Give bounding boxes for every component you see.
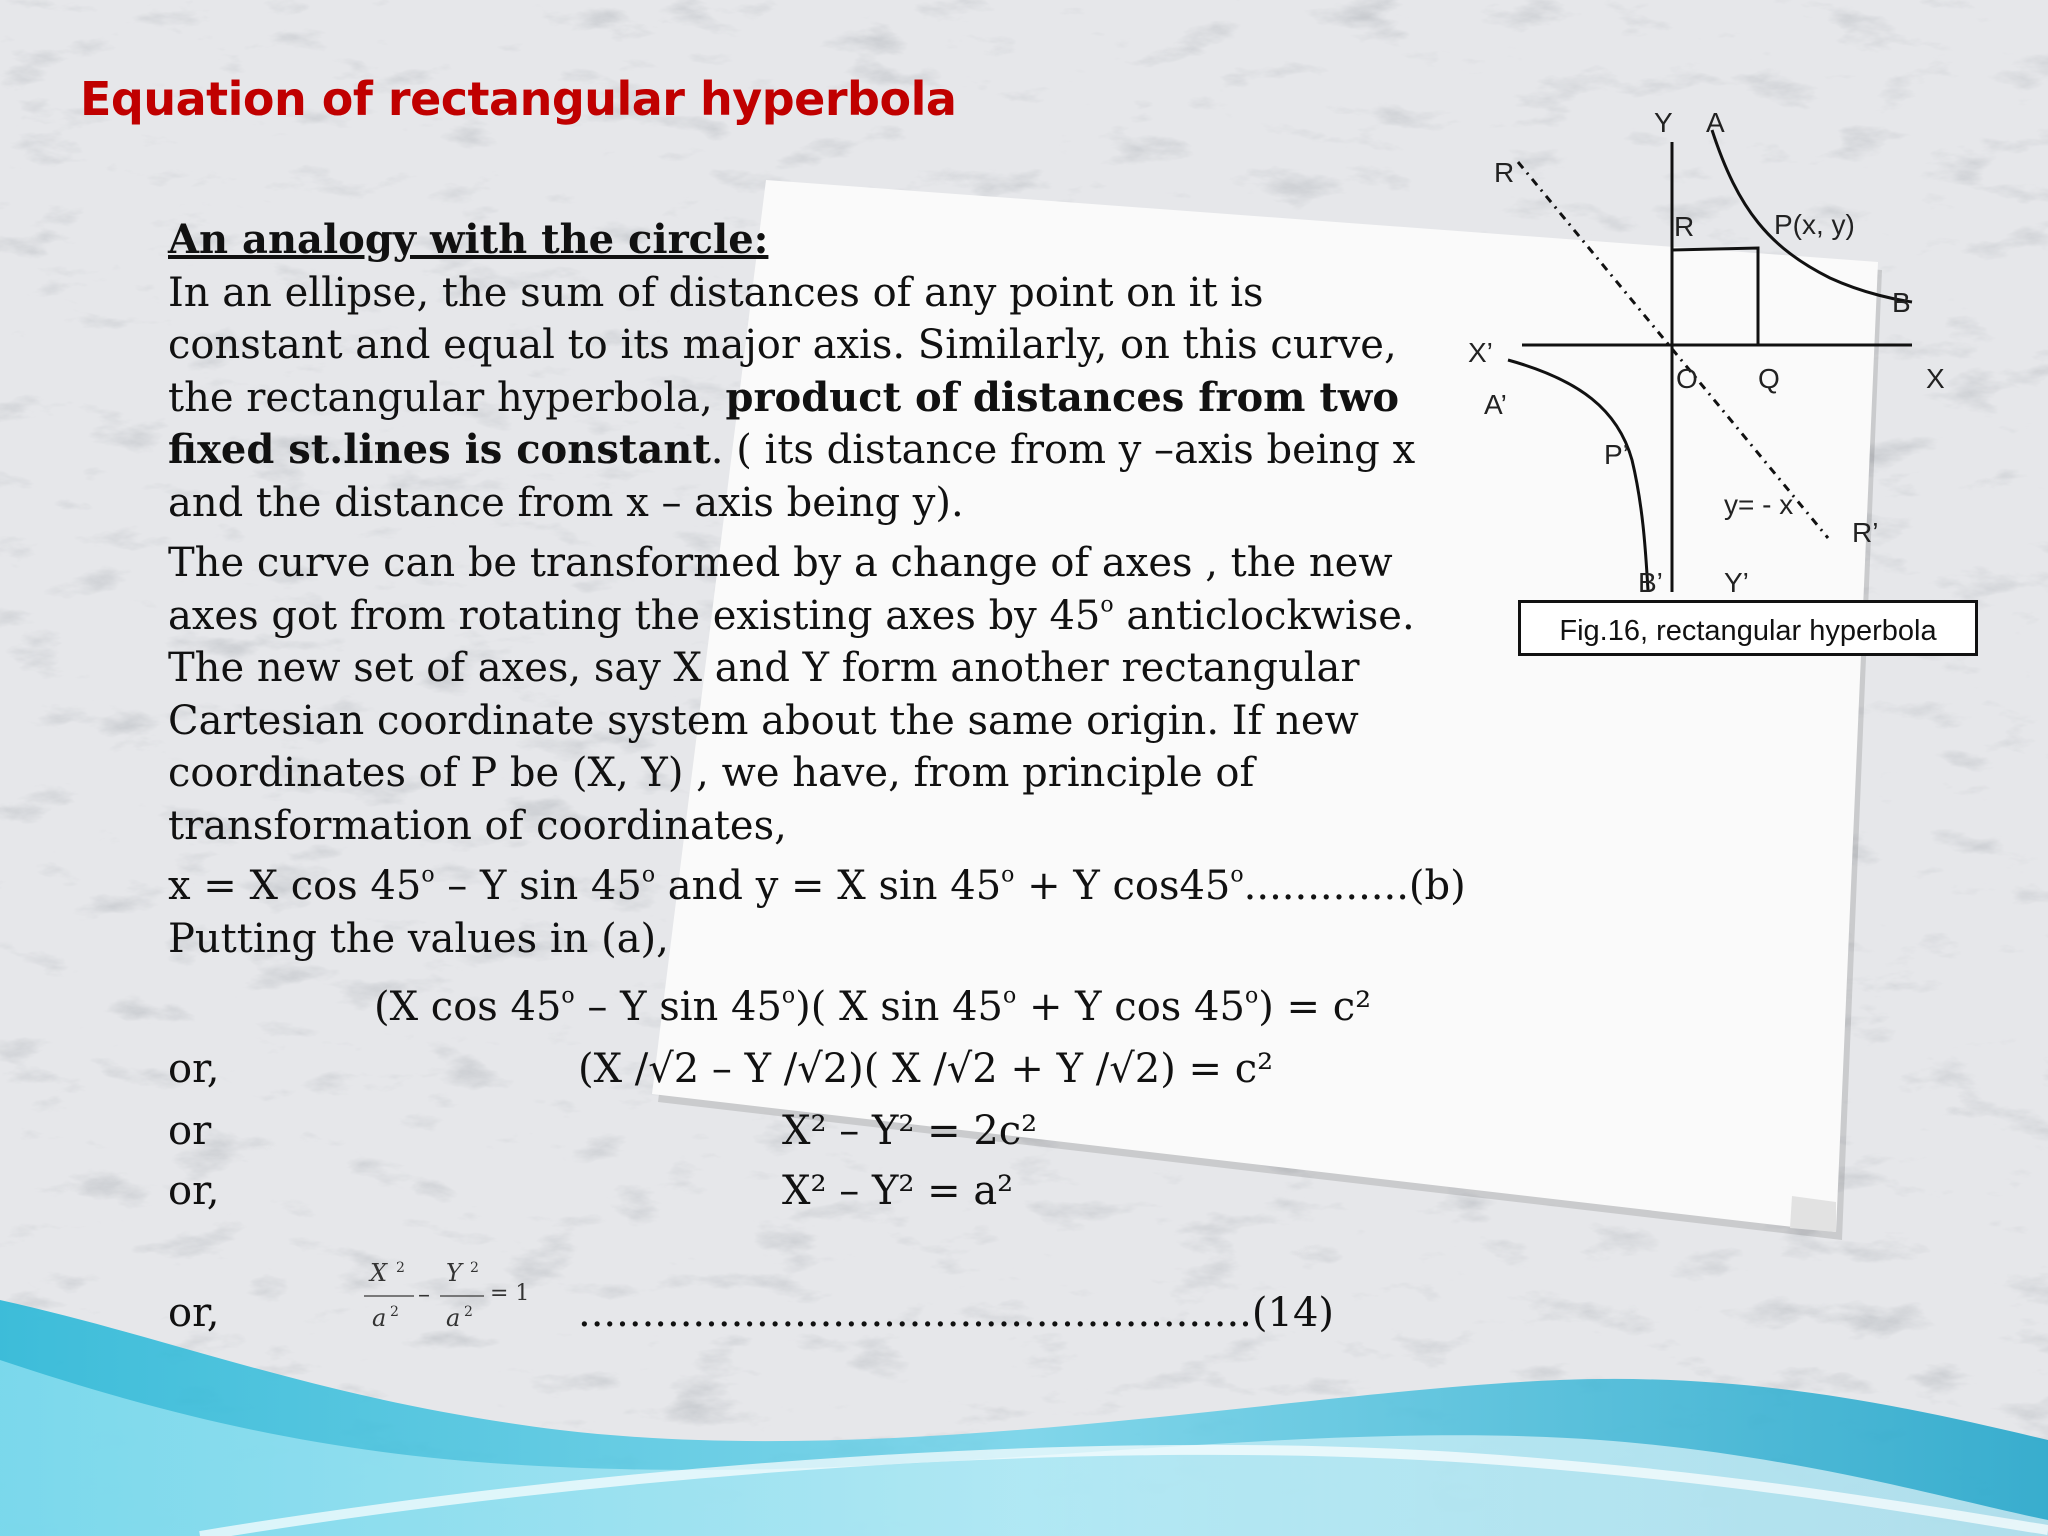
para2-line6: transformation of coordinates, [168,802,787,849]
eq-b-part5: .............(b) [1243,863,1466,909]
eq1-part3: )( X sin 45 [795,984,1003,1030]
label-q: Q [1758,363,1780,394]
label-a-prime: A’ [1484,389,1507,420]
eq-b-part4: + Y cos45 [1014,863,1231,909]
equation-3: X² – Y² = 2c² [782,1108,1038,1154]
figure-caption: Fig.16, rectangular hyperbola [1518,600,1978,656]
frac1-denominator: a [372,1304,387,1332]
frac2-num-exp: 2 [470,1260,479,1276]
label-x-prime: X’ [1468,337,1493,368]
eq1-part4: + Y cos 45 [1016,984,1245,1030]
equation-reference: .....................................................(14) [578,1290,1334,1336]
hyperbola-branch-2 [1508,360,1648,590]
section-heading: An analogy with the circle: [168,216,769,263]
label-a: A [1706,107,1725,138]
or-label-2: or [168,1108,212,1154]
eq-b-sup1: o [421,862,435,888]
frac1-num-exp: 2 [396,1260,405,1276]
label-p-prime: P’ [1604,439,1629,470]
final-equation [360,1256,540,1336]
body-text [168,214,1468,965]
eq1-sup4: o [1244,983,1259,1009]
equation-1 [374,984,1371,1030]
para1-line5: and the distance from x – axis being y). [168,479,964,526]
label-y-prime: Y’ [1724,567,1749,598]
eq-b-sup2: o [641,862,656,888]
para1-line4-bold: fixed st.lines is constant [168,426,711,473]
frac1-den-exp: 2 [390,1304,399,1320]
eq-b-sup4: o [1230,862,1244,888]
para2-line3: The new set of axes, say X and Y form another rectangular [168,645,1360,691]
equation-b [168,860,1468,913]
putting-line: Putting the values in (a), [168,915,669,962]
equation-4: X² – Y² = a² [782,1168,1014,1214]
equation-2: (X /√2 – Y /√2)( X /√2 + Y /√2) = c² [578,1046,1274,1092]
p-perpendiculars [1672,248,1758,345]
label-r: R [1674,211,1695,242]
frac-minus: – [418,1280,430,1308]
eq1-part1: (X cos 45 [374,984,562,1030]
or-label-1: or, [168,1046,220,1092]
label-r-prime: R’ [1852,517,1879,548]
paper-curl [1790,1196,1836,1232]
label-line-eq: y= - x [1724,489,1794,520]
label-b-prime: B’ [1638,567,1663,598]
para2-line2 [168,590,1468,643]
para2-line5: coordinates of P be (X, Y) , we have, from principle of [168,750,1255,796]
eq1-sup1: o [561,983,575,1009]
eq1-part2: – Y sin 45 [574,984,782,1030]
para2-line4: Cartesian coordinate system about the same origin. If new [168,697,1359,744]
frac1-numerator: X [370,1259,388,1287]
eq1-sup2: o [781,983,796,1009]
label-r-top: R [1494,157,1515,188]
label-o: O [1676,363,1698,394]
para2-line1: The curve can be transformed by a change of axes , the new [168,540,1393,586]
frac2-denominator: a [446,1304,461,1332]
eq1-part5: ) = c² [1258,984,1372,1030]
frac-rhs: = 1 [490,1281,530,1306]
slide-title: Equation of rectangular hyperbola [80,72,957,126]
label-p: P(x, y) [1774,209,1855,240]
or-label-3: or, [168,1168,220,1214]
eq1-sup3: o [1002,983,1017,1009]
para1-line3 [168,372,1468,425]
frac2-den-exp: 2 [464,1304,473,1320]
hyperbola-figure [1440,100,2000,600]
para1-line4 [168,424,1468,477]
label-b: B [1892,287,1911,318]
label-x: X [1926,363,1945,394]
or-label-4: or, [168,1290,220,1336]
para1-line3-text: the rectangular hyperbola, [168,374,726,421]
frac2-numerator: Y [446,1259,462,1287]
eq-b-sup3: o [1001,862,1015,888]
para1-line4-text: . ( its distance from y –axis being x [710,427,1416,473]
para2-line2-b: anticlockwise. [1113,592,1415,639]
eq-b-part2: – Y sin 45 [434,863,642,909]
para2-line2-a: axes got from rotating the existing axes by 45 [168,592,1101,639]
eq-b-part3: and y = X sin 45 [655,863,1002,909]
para1-line3-bold: product of distances from two [725,373,1400,421]
para1-line1: In an ellipse, the sum of distances of any point on it is [168,269,1264,316]
para1-line2: constant and equal to its major axis. Similarly, on this curve, [168,322,1397,368]
eq-b-part1: x = X cos 45 [168,863,422,909]
label-y: Y [1654,107,1673,138]
degree-sup: o [1100,591,1114,617]
